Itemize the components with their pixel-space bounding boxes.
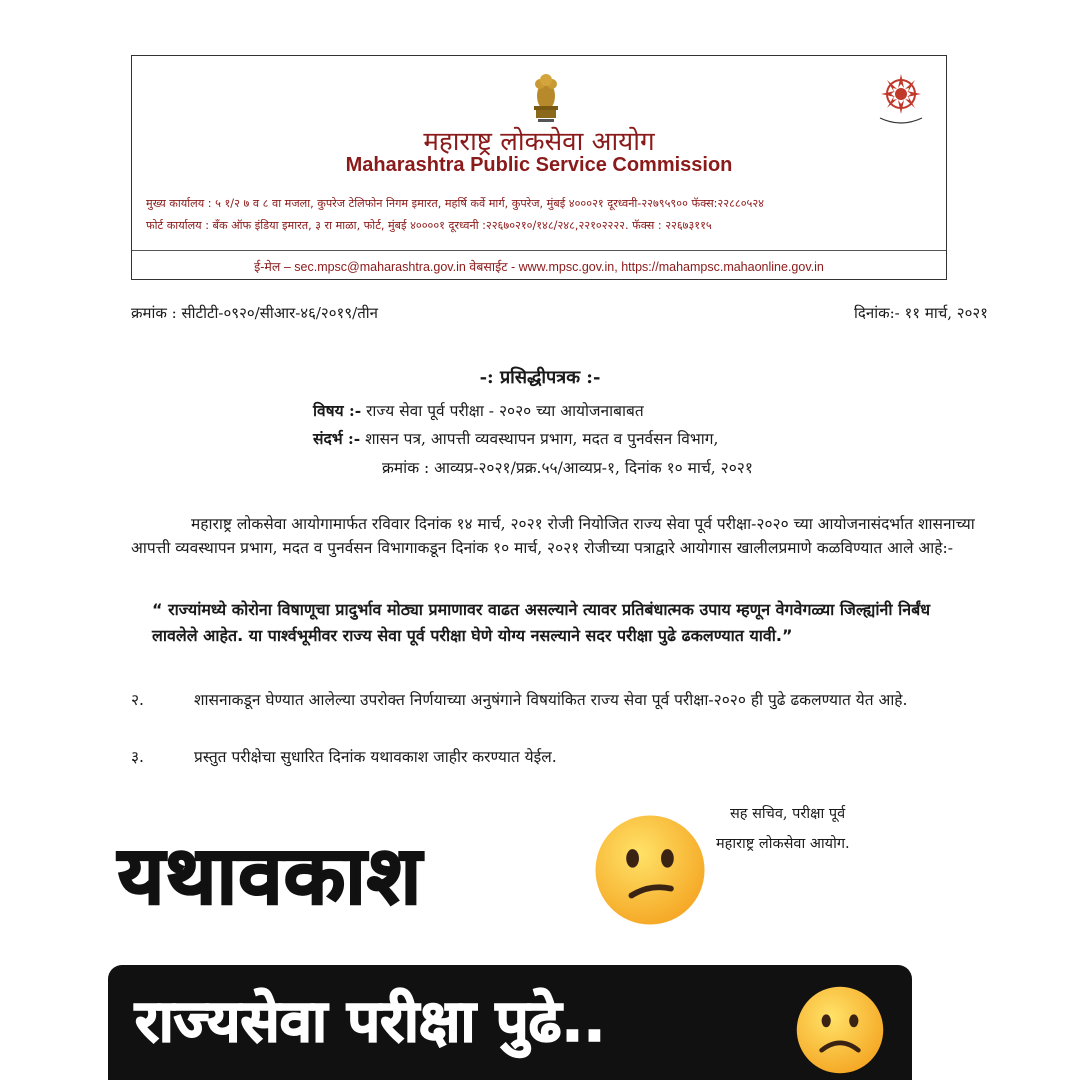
national-emblem-icon xyxy=(529,66,563,124)
reference-order-number: क्रमांक : आव्यप्र-२०२१/प्रक्र.५५/आव्यप्र-१, दिनांक १० मार्च, २०२१ xyxy=(382,459,753,477)
confused-face-icon xyxy=(592,812,708,928)
bottom-banner xyxy=(108,965,912,1080)
letterhead-divider xyxy=(132,250,946,251)
paragraph-number: ३. xyxy=(131,748,144,766)
reference-text: शासन पत्र, आपत्ती व्यवस्थापन प्रभाग, मदत व पुनर्वसन विभाग, xyxy=(360,430,719,448)
paragraph-number: २. xyxy=(131,691,144,709)
body-paragraph-1: महाराष्ट्र लोकसेवा आयोगामार्फत रविवार दिनांक १४ मार्च, २०२१ रोजी नियोजित राज्य सेवा पूर्व परीक्षा-२०२० च्या आयोजनासंदर्भात शासनाच्या आपत्ती व्यवस्थापन प्रभाग, मदत व पुनर्वसन विभागाकडून दिनांक १० मार्च, २०२१ रोजीच्या पत्राद्वारे आयोगास खालीलप्रमाणे कळविण्यात आले आहे:- xyxy=(131,515,975,557)
subject-label: विषय :- xyxy=(313,401,362,420)
reference-date: दिनांक:- ११ मार्च, २०२१ xyxy=(854,304,988,322)
body-paragraph-2 xyxy=(131,688,983,712)
contact-info: ई-मेल – sec.mpsc@maharashtra.gov.in वेबसाईट - www.mpsc.gov.in, https://mahampsc.mahaonline.gov.in xyxy=(254,260,824,274)
body-paragraph-3 xyxy=(131,745,983,769)
overlay-caption: यथावकाश xyxy=(118,829,423,922)
subject-line xyxy=(313,399,644,421)
commission-title-marathi: महाराष्ट्र लोकसेवा आयोग xyxy=(423,127,655,157)
paragraph-text: शासनाकडून घेण्यात आलेल्या उपरोक्त निर्णयाच्या अनुषंगाने विषयांकित राज्य सेवा पूर्व परीक्षा-२०२० ही पुढे ढकलण्यात येत आहे. xyxy=(194,691,908,709)
commission-title-english: Maharashtra Public Service Commission xyxy=(345,154,733,176)
signatory-organization: महाराष्ट्र लोकसेवा आयोग. xyxy=(716,836,850,852)
banner-caption: राज्यसेवा परीक्षा पुढे.. xyxy=(135,987,606,1055)
paragraph-text: प्रस्तुत परीक्षेचा सुधारित दिनांक यथावकाश जाहीर करण्यात येईल. xyxy=(194,748,557,766)
subject-text: राज्य सेवा पूर्व परीक्षा - २०२० च्या आयोजनाबाबत xyxy=(361,402,644,420)
document-heading: -: प्रसिद्धीपत्रक :- xyxy=(479,367,601,388)
reference-number: क्रमांक : सीटीटी-०९२०/सीआर-४६/२०१९/तीन xyxy=(131,304,378,322)
quoted-government-text: “ राज्यांमध्ये कोरोना विषाणूचा प्रादुर्भाव मोठ्या प्रमाणावर वाढत असल्याने त्यावर प्रतिबंधात्मक उपाय म्हणून वेगवेगळ्या जिल्ह्यांनी निर्बंध लावलेले आहेत. या पार्श्वभूमीवर राज्य सेवा पूर्व परीक्षा घेणे योग्य नसल्याने सदर परीक्षा पुढे ढकलण्यात यावी.” xyxy=(152,600,931,645)
fort-office-address: फोर्ट कार्यालय : बँक ऑफ इंडिया इमारत, ३ रा माळा, फोर्ट, मुंबई ४००००१ दूरध्वनी :२२६७०२१०/१४८/२४८,२२१०२२२२. फॅक्स : २२६७३११५ xyxy=(146,219,712,232)
letterhead xyxy=(131,55,947,280)
reference-line xyxy=(313,427,718,449)
signatory-designation: सह सचिव, परीक्षा पूर्व xyxy=(730,806,846,822)
frowning-face-icon xyxy=(794,984,886,1076)
head-office-address: मुख्य कार्यालय : ५ १/२ ७ व ८ वा मजला, कुपरेज टेलिफोन निगम इमारत, महर्षि कर्वे मार्ग, कुपरेज, मुंबई ४०००२१ दूरध्वनी-२२७९५९०० फॅक्स:२२८८०५२४ xyxy=(146,197,764,210)
reference-label: संदर्भ :- xyxy=(313,429,361,448)
